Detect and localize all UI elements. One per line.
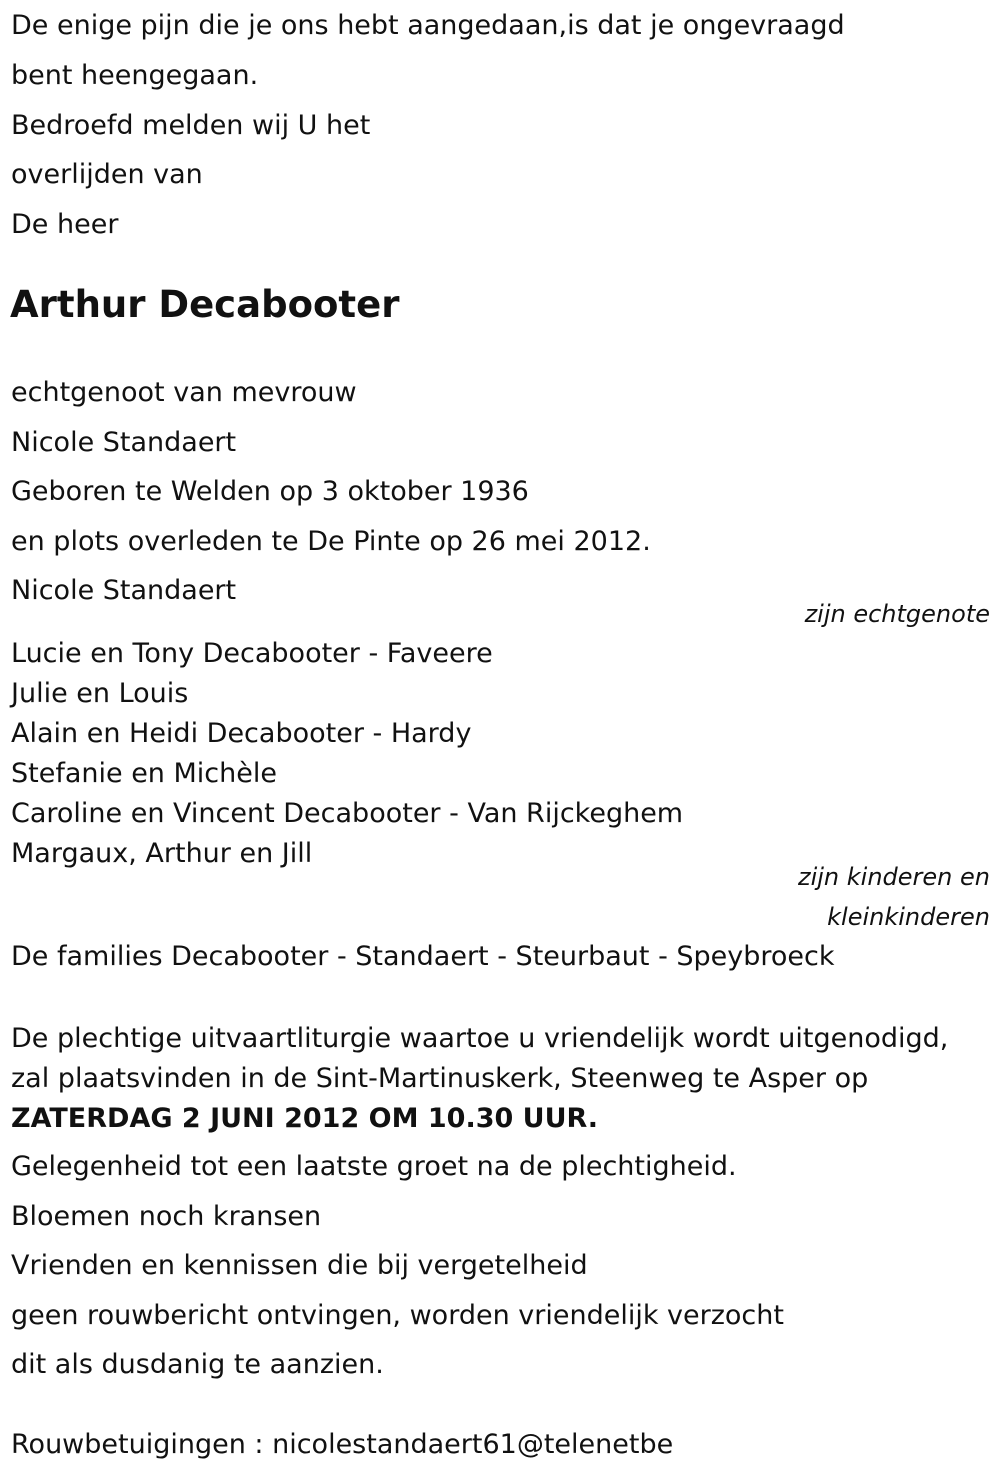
child-line: Margaux, Arthur en Jill [11, 838, 313, 869]
child-line: Alain en Heidi Decabooter - Hardy [11, 718, 472, 749]
closing-line: Gelegenheid tot een laatste groet na de plechtigheid. [11, 1151, 737, 1182]
ceremony-paragraph [11, 1019, 989, 1139]
closing-line: geen rouwbericht ontvingen, worden vriendelijk verzocht [11, 1300, 784, 1331]
ceremony-date: ZATERDAG 2 JUNI 2012 OM 10.30 UUR. [11, 1103, 599, 1134]
child-line: Lucie en Tony Decabooter - Faveere [11, 638, 493, 669]
spouse-role: zijn echtgenote [804, 600, 990, 628]
intro-line: Bedroefd melden wij U het [11, 110, 371, 141]
children-role: zijn kinderen en [798, 863, 990, 891]
intro-line: De heer [11, 209, 119, 240]
detail-line: echtgenoot van mevrouw [11, 377, 357, 408]
condolences-line: Rouwbetuigingen : nicolestandaert61@telenetbe [11, 1429, 674, 1460]
intro-line: De enige pijn die je ons hebt aangedaan,is dat je ongevraagd [11, 10, 845, 41]
spouse-name: Nicole Standaert [11, 575, 237, 606]
child-line: Julie en Louis [11, 678, 189, 709]
ceremony-text: De plechtige uitvaartliturgie waartoe u vriendelijk wordt uitgenodigd, zal plaatsvinden in de Sint-Martinuskerk, Steenweg te Asper op [11, 1023, 949, 1094]
detail-line: Nicole Standaert [11, 427, 237, 458]
detail-line: en plots overleden te De Pinte op 26 mei 2012. [11, 526, 651, 557]
closing-line: Vrienden en kennissen die bij vergetelheid [11, 1250, 588, 1281]
families-line: De families Decabooter - Standaert - Steurbaut - Speybroeck [11, 941, 835, 972]
detail-line: Geboren te Welden op 3 oktober 1936 [11, 476, 529, 507]
intro-line: bent heengegaan. [11, 60, 259, 91]
intro-line: overlijden van [11, 159, 203, 190]
children-role: kleinkinderen [827, 903, 990, 931]
closing-line: Bloemen noch kransen [11, 1201, 322, 1232]
closing-line: dit als dusdanig te aanzien. [11, 1349, 384, 1380]
deceased-name: Arthur Decabooter [10, 283, 400, 326]
child-line: Caroline en Vincent Decabooter - Van Rijckeghem [11, 798, 684, 829]
child-line: Stefanie en Michèle [11, 758, 277, 789]
